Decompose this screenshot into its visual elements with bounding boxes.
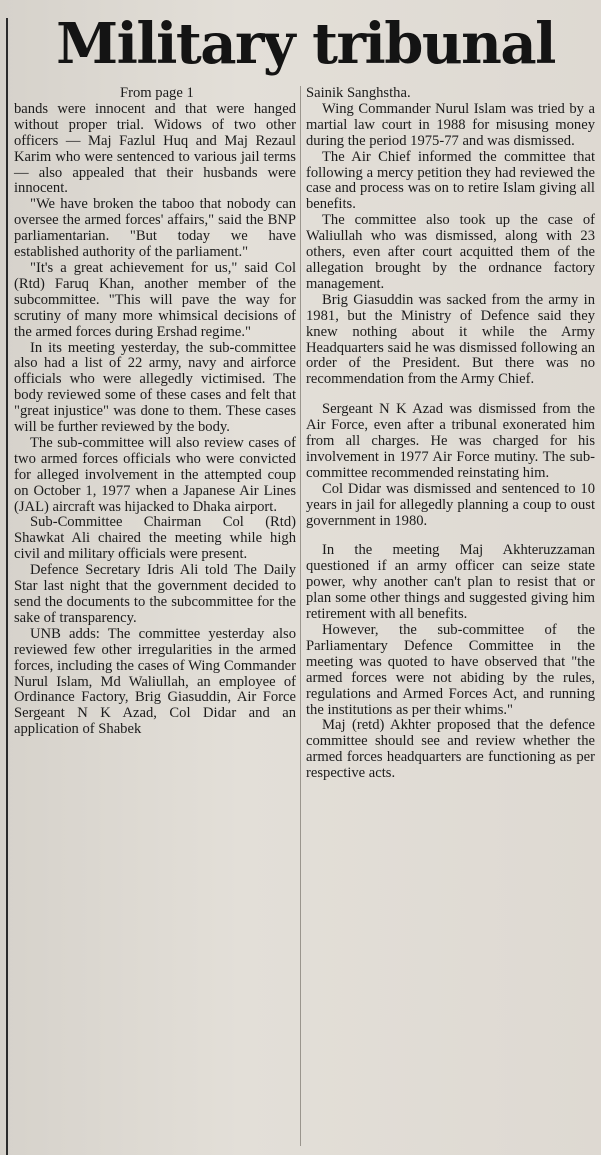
paragraph: UNB adds: The committee yesterday also reviewed few other irregularities in the armed forces, including the cases of Wing Commander Nurul Islam, Md Waliullah, an employee of Ordinance Factory, Brig Giasuddin, Air Force Sergeant N K Azad, Col Didar and an application of Shabek (14, 625, 296, 738)
paragraph: Sub-Committee Chairman Col (Rtd) Shawkat Ali chaired the meeting while high civil and military officials were present. (14, 514, 296, 563)
paragraph: In its meeting yesterday, the sub-committee also had a list of 22 army, navy and airforce officials who were allegedly victimised. The body reviewed some of these cases and felt that "great injustice" was done to them. These cases will be further reviewed by the body. (14, 339, 296, 436)
headline: Military tribunal (56, 11, 555, 77)
paragraph: "It's a great achievement for us," said Col (Rtd) Faruq Khan, another member of the subcommittee. "This will pave the way for scrutiny of many more whimsical decisions of the armed forces during Ershad regime." (14, 259, 296, 340)
paragraph: Maj (retd) Akhter proposed that the defence committee should see and review whether the armed forces headquarters are functioning as per respective acts. (306, 717, 595, 782)
paragraph: The Air Chief informed the committee that following a mercy petition they had reviewed the case and process was on to retire Islam giving all benefits. (306, 148, 595, 213)
article-column-right (306, 86, 595, 782)
paragraph: In the meeting Maj Akhteruzzaman questioned if an army officer can seize state power, why another can't plan to resist that or plan some other things and suggested giving him retirement with all benefits. (306, 542, 595, 623)
paragraph: However, the sub-committee of the Parliamentary Defence Committee in the meeting was quoted to have observed that "the armed forces were not abiding by the rules, regulations and Armed Forces Act, and running the institutions as per their whims." (306, 622, 595, 718)
paragraph: Brig Giasuddin was sacked from the army in 1981, but the Ministry of Defence said they knew nothing about it while the Army Headquarters said he was dismissed following an order of the President. But there was no recommendation from the Army Chief. (306, 291, 595, 388)
paragraph: Defence Secretary Idris Ali told The Daily Star last night that the government decided to send the documents to the subcommittee for the sake of transparency. (14, 562, 296, 626)
paragraph: The sub-committee will also review cases of two armed forces officials who were convicted for alleged involvement in the attempted coup on October 1, 1977 when a Japanese Air Lines (JAL) aircraft was hijacked to Dhaka airport. (14, 434, 296, 515)
paragraph: Sergeant N K Azad was dismissed from the Air Force, even after a tribunal exonerated him from all charges. He was charged for his involvement in 1977 Air Force mutiny. The sub-committee recommended reinstating him. (306, 401, 595, 481)
paragraph: "We have broken the taboo that nobody can oversee the armed forces' affairs," said the BNP parliamentarian. "But today we have established authority of the parliament." (14, 196, 296, 261)
paragraph: Sainik Sanghstha. (306, 85, 411, 101)
paragraph: The committee also took up the case of Waliullah who was dismissed, along with 23 others, even after court acquitted them of the allegation brought by the ordnance factory management. (306, 212, 595, 292)
paragraph: Col Didar was dismissed and sentenced to 10 years in jail for allegedly planning a coup to oust government in 1980. (306, 480, 595, 529)
jump-line: From page 1 (120, 85, 194, 101)
paragraph: bands were innocent and that were hanged without proper trial. Widows of two other officers — Maj Fazlul Huq and Maj Rezaul Karim who were sentenced to various jail terms — also appealed that their husbands were innocent. (14, 100, 296, 197)
article-column-left (14, 86, 296, 738)
paragraph: Wing Commander Nurul Islam was tried by a martial law court in 1988 for misusing money during the period 1975-77 and was dismissed. (306, 100, 595, 149)
column-divider (300, 86, 301, 1146)
column-rule (6, 18, 8, 1155)
